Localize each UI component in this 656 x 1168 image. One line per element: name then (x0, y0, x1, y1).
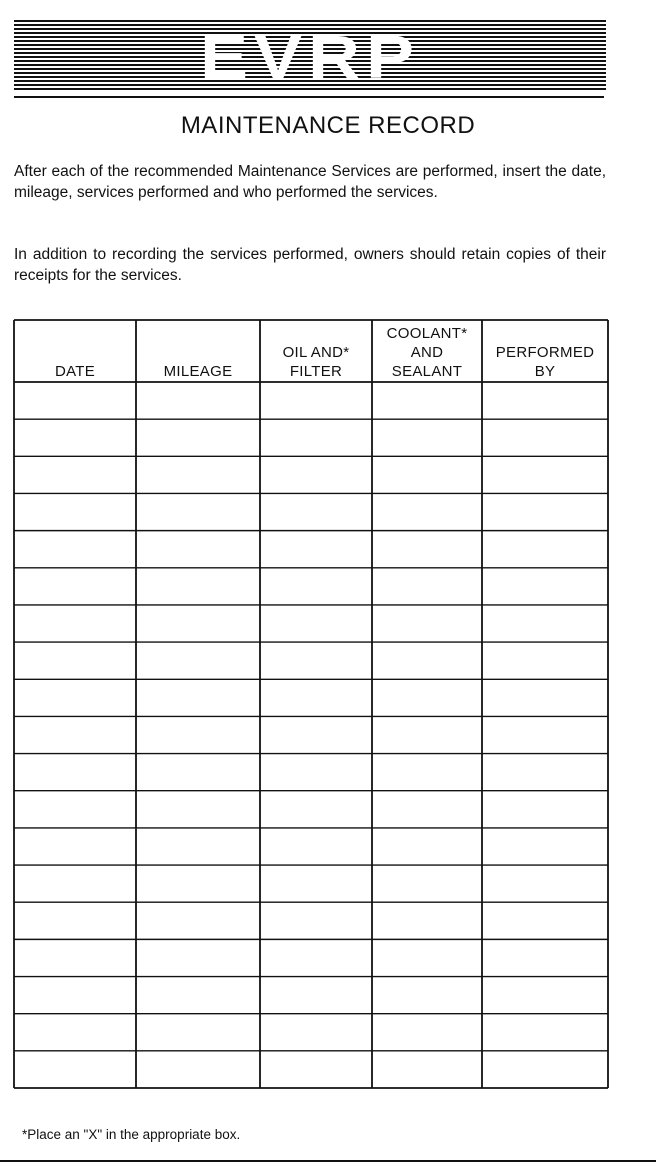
header-oil-line2: FILTER (289, 363, 343, 380)
header-performed-line2: BY (534, 363, 556, 380)
header-mileage: MILEAGE (163, 363, 233, 380)
header-performed-by (482, 343, 608, 381)
header-oil-line1: OIL AND* (282, 344, 350, 361)
header-coolant-line2: AND (410, 344, 444, 361)
header-coolant-and-sealant (372, 324, 482, 381)
striped-logo (14, 20, 606, 92)
table-grid (14, 320, 608, 1088)
maintenance-table (14, 320, 608, 1088)
receipts-paragraph: In addition to recording the services performed, owners should retain copies of their receipts for the services. (14, 246, 606, 284)
header-oil-and-filter (260, 343, 372, 381)
page-title: MAINTENANCE RECORD (180, 112, 476, 139)
header-coolant-line3: SEALANT (391, 363, 463, 380)
header-rule (14, 96, 604, 98)
bottom-rule (0, 1160, 656, 1162)
intro-paragraph: After each of the recommended Maintenance Services are performed, insert the date, mileage, services performed and who performed the services. (14, 163, 606, 201)
header-date: DATE (54, 363, 96, 380)
logo-band (14, 20, 606, 92)
footnote: *Place an "X" in the appropriate box. (22, 1127, 241, 1142)
header-performed-line1: PERFORMED (495, 344, 595, 361)
header-coolant-line1: COOLANT* (386, 325, 468, 342)
